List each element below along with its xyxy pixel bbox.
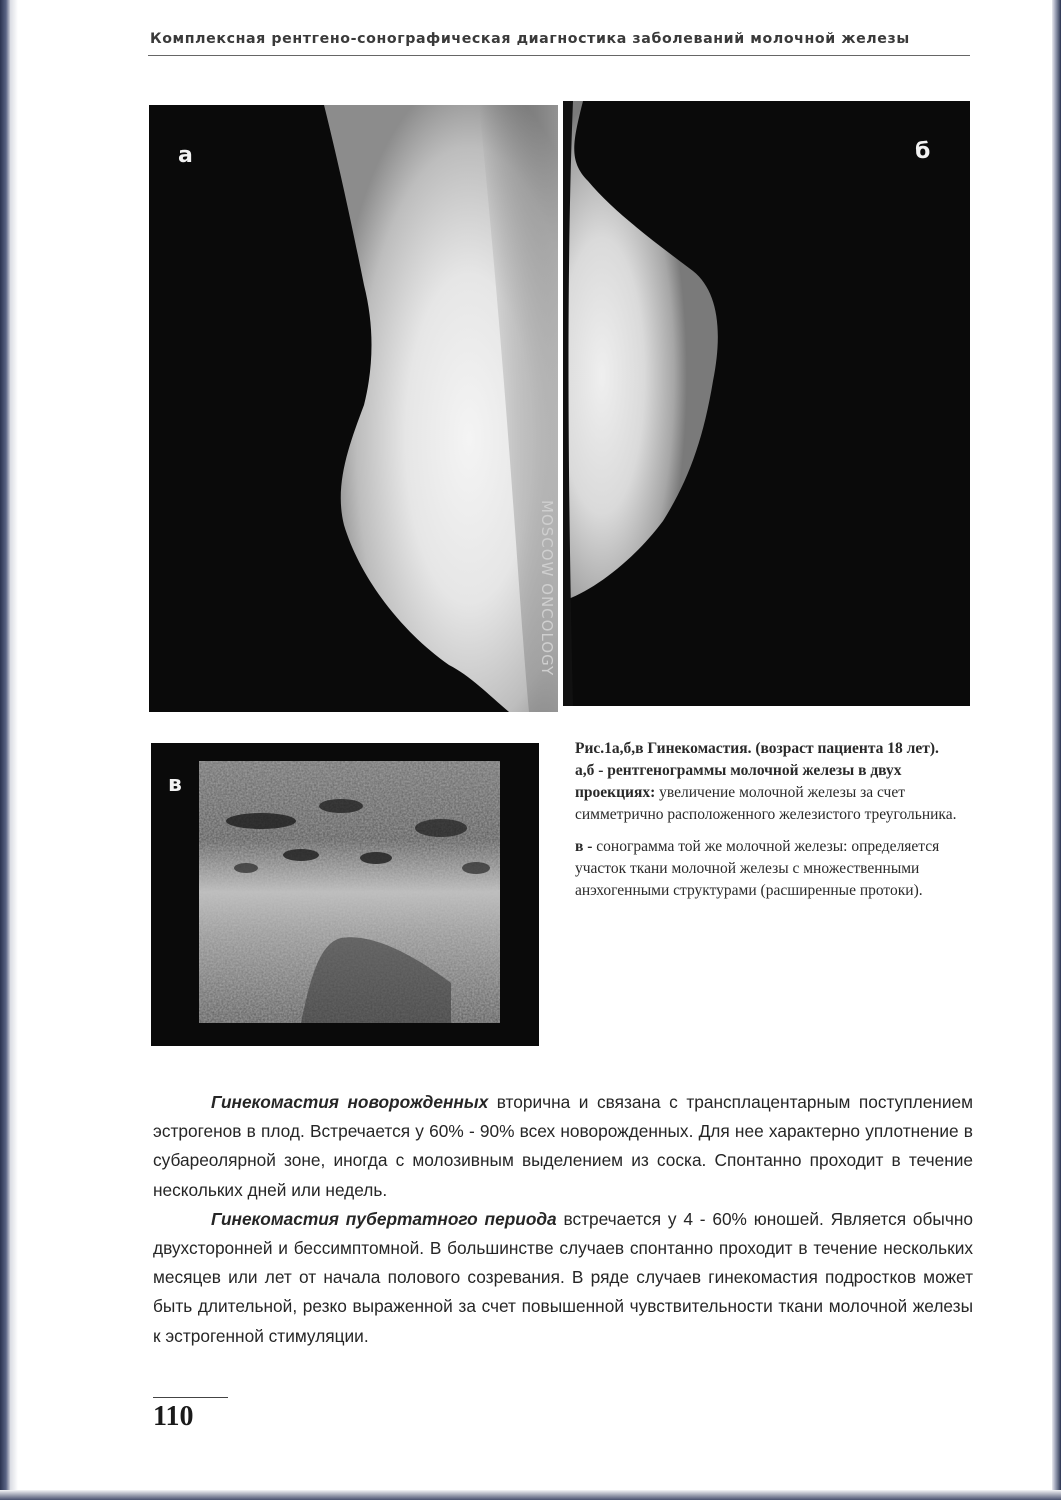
- panel-a-label: а: [178, 143, 193, 168]
- sonogram-panel-c: [151, 743, 539, 1046]
- footer-rule: [153, 1397, 228, 1398]
- caption-c-lead: в -: [575, 838, 593, 855]
- body-text: [153, 1088, 973, 1351]
- page-gutter-shadow: [10, 0, 18, 1500]
- sonogram-image: [151, 743, 539, 1046]
- paragraph-puberty-text: встречается у 4 - 60% юношей. Является обычно двухсторонней и бессимптомной. В большинстве случаев спонтанно проходит в течение нескольких месяцев или лет от начала полового созревания. В ряде случаев гинекомастия подростков может быть длительной, резко выраженной за счет повышенной чувствительности ткани молочной железы к эстрогенной стимуляции.: [153, 1208, 973, 1346]
- caption-title: Рис.1а,б,в Гинекомастия. (возраст пациента 18 лет).: [575, 740, 939, 757]
- caption-ab-text: увеличение молочной железы за счет симметрично расположенного железистого треугольника.: [575, 784, 957, 823]
- xray-b-image: [563, 101, 970, 706]
- page-right-edge: [1052, 0, 1061, 1500]
- running-header: Комплексная рентгено-сонографическая диагностика заболеваний молочной железы: [150, 31, 910, 47]
- xray-panel-a: [149, 105, 558, 712]
- watermark-moscow-oncology: [528, 500, 556, 710]
- paragraph-puberty: [153, 1205, 973, 1351]
- page-number: 110: [153, 1401, 194, 1432]
- paragraph-newborn-text: вторична и связана с трансплацентарным поступлением эстрогенов в плод. Встречается у 60% - 90% всех новорожденных. Для нее характерно уплотнение в субареолярной зоне, иногда с молозивным выделением из соска. Спонтанно проходит в течение нескольких дней или недель.: [153, 1092, 973, 1200]
- page-bottom-edge: [0, 1490, 1061, 1500]
- caption-c-text: сонограмма той же молочной железы: определяется участок ткани молочной железы с множественными анэхогенными структурами (расширенные протоки).: [575, 838, 940, 899]
- paragraph-newborn: [153, 1088, 973, 1205]
- caption-ab-lead: а,б - рентгенограммы молочной железы в двух проекциях:: [575, 762, 902, 801]
- xray-a-image: [149, 105, 558, 712]
- panel-c-label: в: [168, 772, 182, 797]
- watermark-text: MOSCOW ONCOLOGY: [538, 500, 556, 677]
- term-newborn: Гинекомастия новорожденных: [211, 1092, 489, 1112]
- header-rule: [148, 55, 970, 56]
- book-spine-edge: [0, 0, 10, 1500]
- term-puberty: Гинекомастия пубертатного периода: [211, 1208, 557, 1229]
- panel-b-label: б: [915, 139, 931, 164]
- figure-caption: [575, 738, 973, 902]
- xray-panel-b: [563, 101, 970, 706]
